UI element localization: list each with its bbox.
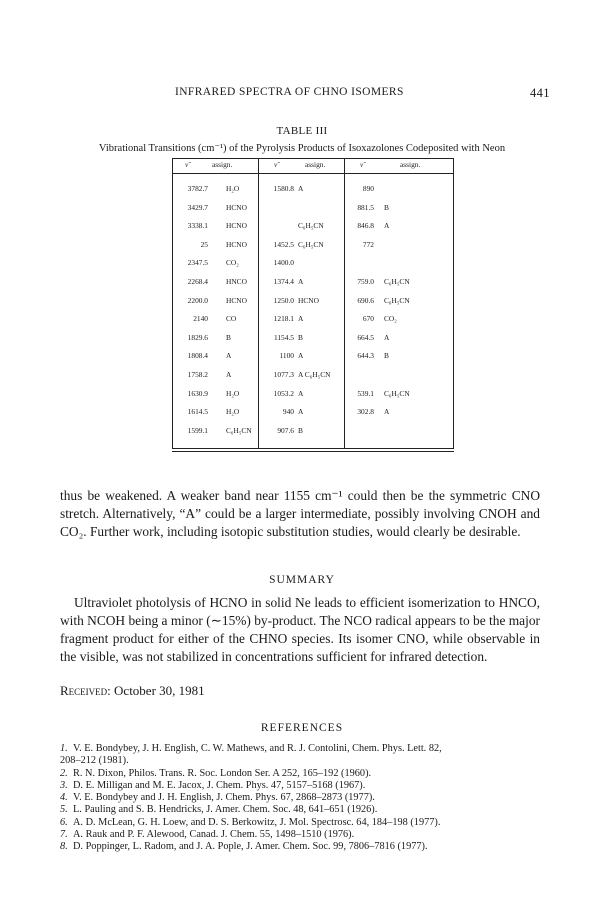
assignment-cell: CO bbox=[226, 314, 237, 324]
wavenumber-cell: 1154.5 bbox=[273, 332, 294, 342]
wavenumber-cell: 1580.8 bbox=[273, 184, 294, 193]
assignment-cell: B bbox=[226, 332, 231, 342]
received-date: October 30, 1981 bbox=[114, 683, 205, 698]
wavenumber-cell: 907.6 bbox=[277, 425, 294, 435]
page-number: 441 bbox=[530, 86, 550, 100]
wavenumber-cell: 690.6 bbox=[357, 295, 374, 305]
assignment-cell: A bbox=[298, 184, 304, 193]
received-line bbox=[60, 683, 205, 699]
assignment-cell: A bbox=[226, 351, 232, 361]
reference-number: 2. bbox=[60, 767, 68, 779]
assignment-cell: C₆H₅CN bbox=[384, 388, 410, 398]
wavenumber-cell: 1452.5 bbox=[273, 239, 294, 249]
assignment-cell: A bbox=[384, 332, 390, 342]
reference-number: 8. bbox=[60, 841, 68, 853]
assignment-cell: HCNO bbox=[226, 221, 247, 231]
wavenumber-cell: 1374.4 bbox=[273, 277, 294, 286]
header-assign-2: assign. bbox=[305, 160, 326, 169]
assignment-cell: C₆H₅CN bbox=[298, 221, 324, 231]
wavenumber-cell: 644.3 bbox=[357, 351, 374, 361]
summary-heading: SUMMARY bbox=[269, 574, 335, 586]
reference-item bbox=[60, 804, 550, 816]
reference-text: R. N. Dixon, Philos. Trans. R. Soc. London Ser. A 252, 165–192 (1960). bbox=[73, 767, 372, 779]
wavenumber-cell: 1218.1 bbox=[273, 314, 294, 324]
assignment-cell: A C₆H₅CN bbox=[298, 370, 331, 379]
running-title: INFRARED SPECTRA OF CHNO ISOMERS bbox=[175, 86, 404, 98]
assignment-cell: HCNO bbox=[226, 295, 247, 305]
reference-number: 3. bbox=[60, 779, 68, 791]
table-top-rule bbox=[172, 158, 454, 159]
table-label: TABLE III bbox=[276, 125, 328, 137]
table-column-rule bbox=[258, 158, 259, 448]
wavenumber-cell: 3338.1 bbox=[187, 221, 208, 231]
reference-number: 7. bbox=[60, 829, 68, 841]
reference-number: 4. bbox=[60, 792, 68, 804]
reference-text: V. E. Bondybey and J. H. English, J. Chem. Phys. 67, 2868–2873 (1977). bbox=[73, 792, 375, 804]
assignment-cell: B bbox=[384, 202, 389, 212]
reference-item bbox=[60, 817, 550, 829]
wavenumber-cell: 3782.7 bbox=[187, 184, 208, 193]
wavenumber-cell: 1250.0 bbox=[273, 295, 294, 305]
assignment-cell: C₆H₅CN bbox=[384, 277, 410, 286]
assignment-cell: B bbox=[298, 425, 303, 435]
assignment-cell: HCNO bbox=[226, 202, 247, 212]
assignment-cell: A bbox=[298, 388, 304, 398]
wavenumber-cell: 539.1 bbox=[357, 388, 374, 398]
wavenumber-cell: 1614.5 bbox=[187, 407, 208, 417]
assignment-cell: CO₂ bbox=[384, 314, 397, 324]
wavenumber-cell: 3429.7 bbox=[187, 202, 208, 212]
reference-item bbox=[60, 829, 550, 841]
assignment-cell: H₂O bbox=[226, 407, 240, 417]
wavenumber-cell: 890 bbox=[362, 184, 374, 193]
wavenumber-cell: 881.5 bbox=[357, 202, 374, 212]
wavenumber-cell: 1053.2 bbox=[273, 388, 294, 398]
wavenumber-cell: 1808.4 bbox=[187, 351, 208, 361]
wavenumber-cell: 1758.2 bbox=[187, 370, 208, 379]
header-wavenumber-3: ν̃ bbox=[360, 160, 364, 169]
wavenumber-cell: 2268.4 bbox=[187, 277, 208, 286]
wavenumber-cell: 940 bbox=[282, 407, 294, 417]
assignment-cell: C₆H₅CN bbox=[384, 295, 410, 305]
summary-text: Ultraviolet photolysis of HCNO in solid Ne leads to efficient isomerization to HNCO, with NCOH being a minor (∼15%) by-product. The NCO radical appears to be the major fragment product for either of the CHNO species. Its isomer CNO, while observable in the visible, was not stabilized in concentrations sufficient for infrared detection. bbox=[60, 595, 540, 664]
table-left-rule bbox=[172, 158, 173, 448]
header-wavenumber-1: ν̃ bbox=[185, 160, 189, 169]
reference-item bbox=[60, 768, 550, 780]
paragraph-text: thus be weakened. A weaker band near 1155 cm⁻¹ could then be the symmetric CNO stretch. Alternatively, “A” could be a larger intermediate, possibly involving CNOH and CO₂. Further work, including isotopic substitution studies, would clearly be desirable. bbox=[60, 488, 540, 539]
wavenumber-cell: 302.8 bbox=[357, 407, 374, 417]
reference-item bbox=[60, 743, 550, 755]
received-label: Received: bbox=[60, 683, 111, 698]
table-caption: Vibrational Transitions (cm⁻¹) of the Pyrolysis Products of Isoxazolones Codeposited with Neon bbox=[98, 143, 506, 154]
reference-continuation: 208–212 (1981). bbox=[60, 755, 129, 767]
header-assign-3: assign. bbox=[400, 160, 421, 169]
wavenumber-cell: 759.0 bbox=[357, 277, 374, 286]
assignment-cell: A bbox=[298, 277, 304, 286]
reference-item bbox=[60, 792, 550, 804]
assignment-cell: B bbox=[298, 332, 303, 342]
references-heading: REFERENCES bbox=[260, 722, 344, 734]
table-header-rule bbox=[172, 173, 454, 174]
assignment-cell: A bbox=[298, 314, 304, 324]
reference-item bbox=[60, 780, 550, 792]
wavenumber-cell: 1100 bbox=[279, 351, 294, 361]
table-right-rule bbox=[453, 158, 454, 448]
assignment-cell: HNCO bbox=[226, 277, 247, 286]
wavenumber-cell: 1077.3 bbox=[273, 370, 294, 379]
wavenumber-cell: 846.8 bbox=[357, 221, 374, 231]
wavenumber-cell: 2200.0 bbox=[187, 295, 208, 305]
header-wavenumber-2: ν̃ bbox=[274, 160, 278, 169]
reference-number: 1. bbox=[60, 743, 68, 754]
reference-text: A. Rauk and P. F. Alewood, Canad. J. Chem. 55, 1498–1510 (1976). bbox=[73, 829, 355, 841]
assignment-cell: C₆H₅CN bbox=[298, 239, 324, 249]
wavenumber-cell: 1829.6 bbox=[187, 332, 208, 342]
wavenumber-cell: 1400.0 bbox=[273, 258, 294, 268]
wavenumber-cell: 25 bbox=[200, 239, 208, 249]
assignment-cell: H₂O bbox=[226, 184, 240, 193]
reference-text: D. E. Milligan and M. E. Jacox, J. Chem. Phys. 47, 5157–5168 (1967). bbox=[73, 779, 366, 791]
assignment-cell: A bbox=[298, 407, 304, 417]
summary-paragraph bbox=[60, 594, 540, 666]
assignment-cell: HCNO bbox=[226, 239, 247, 249]
reference-text: A. D. McLean, G. H. Loew, and D. S. Berkowitz, J. Mol. Spectrosc. 64, 184–198 (1977). bbox=[73, 816, 441, 828]
body-paragraph bbox=[60, 487, 540, 541]
assignment-cell: C₆H₅CN bbox=[226, 425, 252, 435]
references-list bbox=[60, 743, 550, 854]
wavenumber-cell: 2140 bbox=[193, 314, 208, 324]
assignment-cell: HCNO bbox=[298, 295, 319, 305]
assignment-cell: A bbox=[226, 370, 232, 379]
assignment-cell: A bbox=[384, 407, 390, 417]
reference-number: 6. bbox=[60, 816, 68, 828]
wavenumber-cell: 664.5 bbox=[357, 332, 374, 342]
reference-text: L. Pauling and S. B. Hendricks, J. Amer. Chem. Soc. 48, 641–651 (1926). bbox=[73, 804, 378, 816]
reference-text: D. Poppinger, L. Radom, and J. A. Pople, J. Amer. Chem. Soc. 99, 7806–7816 (1977). bbox=[73, 841, 428, 853]
wavenumber-cell: 1599.1 bbox=[187, 425, 208, 435]
reference-text: V. E. Bondybey, J. H. English, C. W. Mathews, and R. J. Contolini, Chem. Phys. Lett. 82, bbox=[73, 743, 442, 754]
vibrational-table bbox=[172, 158, 454, 463]
reference-item bbox=[60, 841, 550, 853]
wavenumber-cell: 772 bbox=[362, 239, 374, 249]
assignment-cell: CO₂ bbox=[226, 258, 239, 268]
reference-number: 5. bbox=[60, 804, 68, 816]
header-assign-1: assign. bbox=[212, 160, 233, 169]
wavenumber-cell: 2347.5 bbox=[187, 258, 208, 268]
table-bottom-rule bbox=[172, 448, 454, 449]
wavenumber-cell: 1630.9 bbox=[187, 388, 208, 398]
assignment-cell: A bbox=[298, 351, 304, 361]
assignment-cell: A bbox=[384, 221, 390, 231]
assignment-cell: H₂O bbox=[226, 388, 240, 398]
assignment-cell: B bbox=[384, 351, 389, 361]
table-column-rule bbox=[344, 158, 345, 448]
table-bottom-rule-2 bbox=[172, 451, 454, 452]
wavenumber-cell: 670 bbox=[362, 314, 374, 324]
